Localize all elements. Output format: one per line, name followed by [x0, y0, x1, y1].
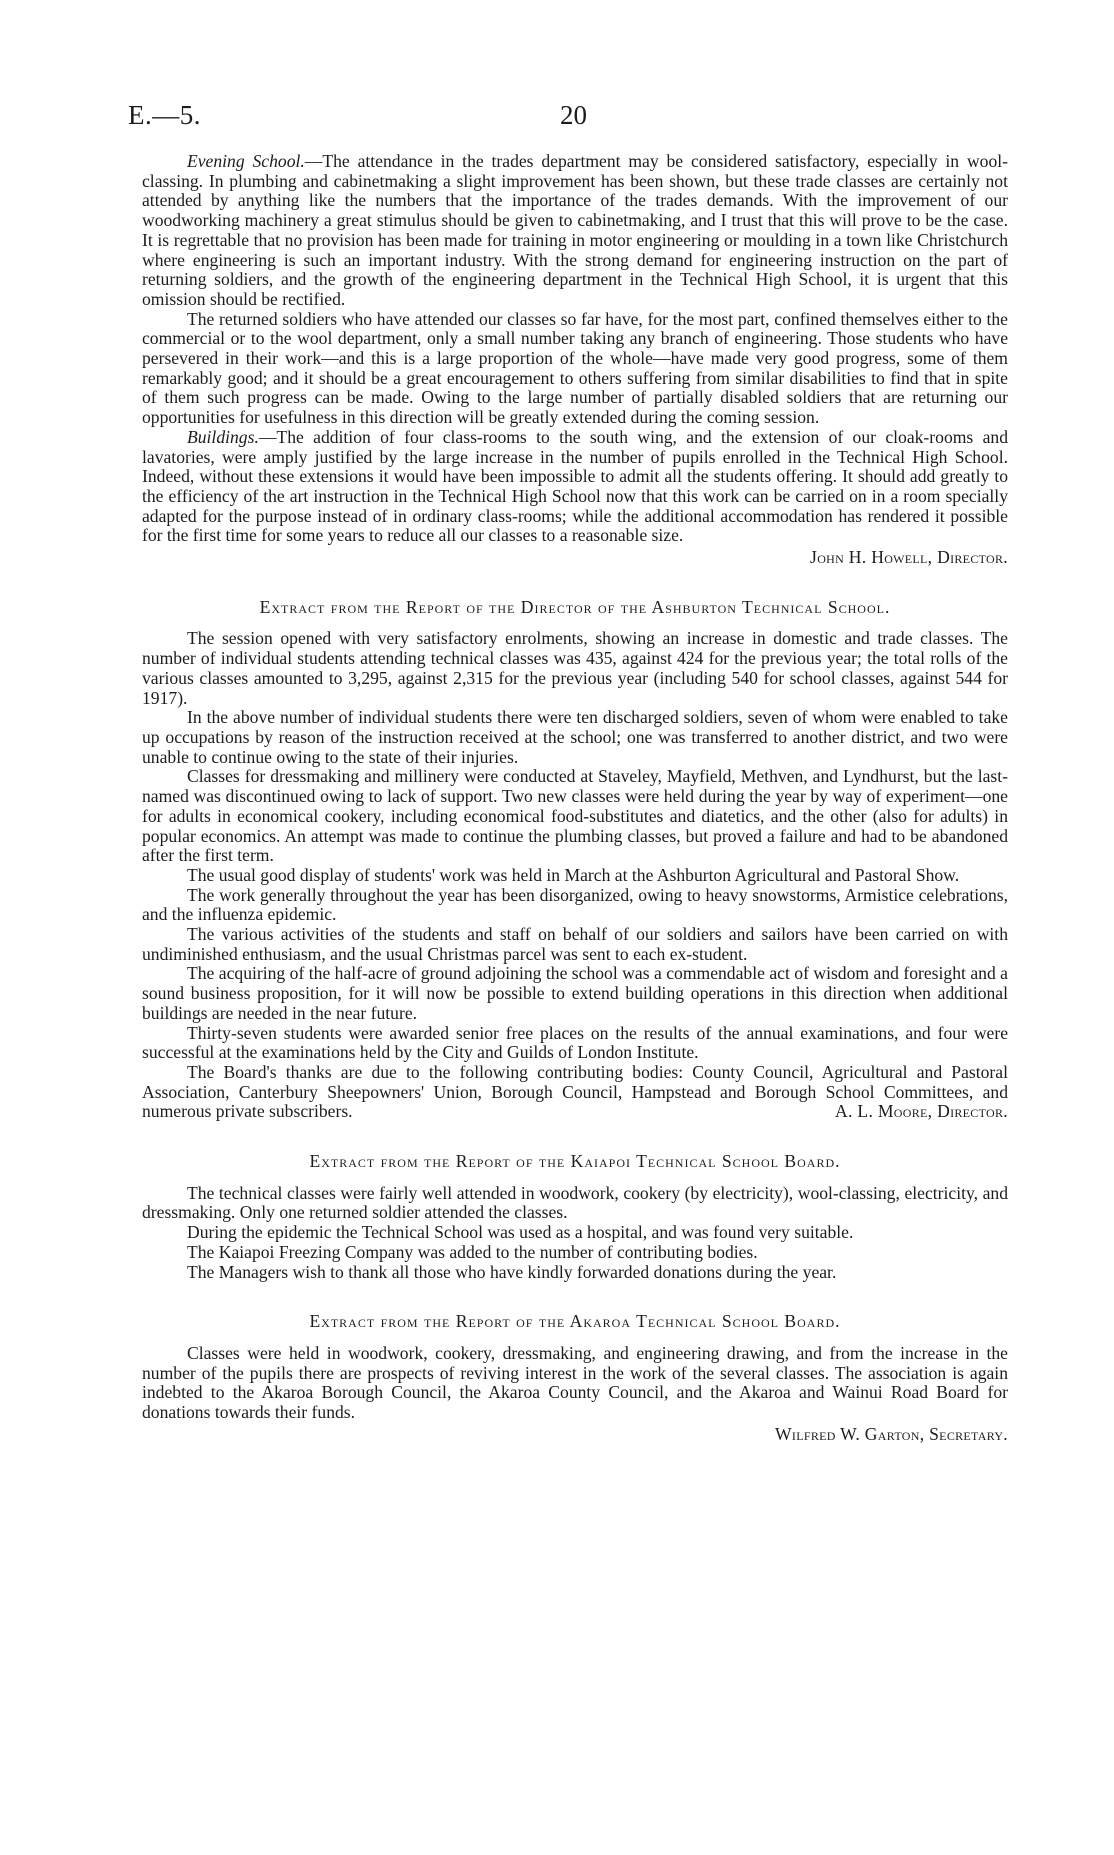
ashburton-paragraph: The work generally throughout the year has been disorganized, owing to heavy snowstorms, Armistice celebrations, and the influenza epidemic.	[142, 884, 1008, 925]
kaiapoi-heading: Extract from the Report of the Kaiapoi Technical School Board.	[309, 1151, 841, 1172]
kaiapoi-paragraph: During the epidemic the Technical School was used as a hospital, and was found very suitable.	[187, 1222, 854, 1243]
buildings-text: —The addition of four class-rooms to the south wing, and the extension of our cloak-rooms and lavatories, were amply justified by the large increase in the number of pupils enrolled in the Technical High School. Indeed, without these extensions it would have been impossible to admit all the students offering. It should add greatly to the efficiency of the art instruction in the Technical High School now that this work can be carried on in a room specially adapted for the purpose instead of in ordinary class-rooms; while the additional accommodation has rendered it possible for the first time for some years to reduce all our classes to a reasonable size.	[142, 426, 1008, 546]
ashburton-paragraph: The usual good display of students' work was held in March at the Ashburton Agricultural and Pastoral Show.	[187, 864, 960, 885]
document-reference: E.—5.	[128, 100, 201, 130]
ashburton-thanks-paragraph	[142, 1063, 1008, 1122]
akaroa-heading: Extract from the Report of the Akaroa Technical School Board.	[309, 1311, 841, 1332]
returned-soldiers-paragraph: The returned soldiers who have attended our classes so far have, for the most part, confined themselves either to the commercial or to the wool department, only a small number taking any branch of engineering. Those students who have persevered in their work—and this is a large proportion of the whole—have made very good progress, some of them remarkably good; and it should be a great encouragement to others suffering from similar disabilities to find that in spite of them such progress can be made. Owing to the large number of partially disabled soldiers that are returning our opportunities for usefulness in this direction will be greatly extended during the coming session.	[142, 308, 1008, 428]
akaroa-paragraph: Classes were held in woodwork, cookery, dressmaking, and engineering drawing, and from the increase in the number of the pupils there are prospects of reviving interest in the work of the several classes. The association is again indebted to the Akaroa Borough Council, the Akaroa County Council, and the Akaroa and Wainui Road Board for donations towards their funds.	[142, 1342, 1008, 1423]
page-number: 20	[560, 100, 587, 130]
page-header	[128, 100, 1028, 134]
moore-signature: A. L. Moore, Director.	[835, 1101, 1008, 1122]
ashburton-thanks-text: The Board's thanks are due to the following contributing bodies: County Council, Agricultural and Pastoral Association, Canterbury Sheepowners' Union, Borough Council, Hampstead and Borough School Committees, and numerous private subscribers.	[142, 1061, 1008, 1122]
evening-school-text: —The attendance in the trades department may be considered satisfactory, especially in wool-classing. In plumbing and cabinetmaking a slight improvement has been shown, but these trade classes are certainly not attended by anything like the numbers that the importance of the trades demands. With the improvement of our woodworking machinery a great stimulus should be given to cabinetmaking, and I trust that this will prove to be the case. It is regrettable that no provision has been made for training in motor engineering or moulding in a town like Christchurch where engineering is such an important industry. With the strong demand for engineering instruction on the part of returning soldiers, and the growth of the engineering department in the Technical High School, it is urgent that this omission should be rectified.	[142, 151, 1008, 309]
ashburton-heading: Extract from the Report of the Director of the Ashburton Technical School.	[259, 596, 891, 617]
kaiapoi-paragraph: The Managers wish to thank all those who have kindly forwarded donations during the year.	[187, 1261, 837, 1282]
kaiapoi-paragraph: The Kaiapoi Freezing Company was added to the number of contributing bodies.	[187, 1241, 758, 1262]
buildings-lead: Buildings.	[187, 426, 259, 447]
ashburton-paragraph: In the above number of individual students there were ten discharged soldiers, seven of whom were enabled to take up occupations by reason of the instruction received at the school; one was transferred to another district, and two were unable to continue owing to the state of their injuries.	[142, 707, 1008, 767]
howell-signature: John H. Howell, Director.	[810, 547, 1008, 568]
ashburton-paragraph: The various activities of the students and staff on behalf of our soldiers and sailors have been carried on with undiminished enthusiasm, and the usual Christmas parcel was sent to each ex-student.	[142, 924, 1008, 964]
page-body	[142, 152, 1008, 1444]
ashburton-paragraph: Classes for dressmaking and millinery were conducted at Staveley, Mayfield, Methven, and Lyndhurst, but the last-named was discontinued owing to lack of support. Two new classes were held during the year by way of experiment—one for adults in economical cookery, including economical food-substitutes and diatetics, and the other (also for adults) in popular economics. An attempt was made to continue the plumbing classes, but proved a failure and had to be abandoned after the first term.	[142, 766, 1008, 866]
ashburton-paragraph: The session opened with very satisfactory enrolments, showing an increase in domestic and trade classes. The number of individual students attending technical classes was 435, against 424 for the previous year; the total rolls of the various classes amounted to 3,295, against 2,315 for the previous year (including 540 for school classes, against 544 for 1917).	[142, 628, 1008, 708]
kaiapoi-paragraph: The technical classes were fairly well attended in woodwork, cookery (by electricity), wool-classing, electricity, and dressmaking. Only one returned soldier attended the classes.	[142, 1182, 1008, 1223]
ashburton-paragraph: The acquiring of the half-acre of ground adjoining the school was a commendable act of wisdom and foresight and a sound business proposition, for it will now be possible to extend building operations in this direction when additional buildings are needed in the near future.	[142, 963, 1008, 1023]
evening-school-paragraph	[142, 152, 1008, 310]
buildings-paragraph	[142, 428, 1008, 546]
garton-signature: Wilfred W. Garton, Secretary.	[775, 1423, 1008, 1444]
evening-school-lead: Evening School.	[187, 151, 305, 171]
ashburton-paragraph: Thirty-seven students were awarded senior free places on the results of the annual examinations, and four were successful at the examinations held by the City and Guilds of London Institute.	[142, 1022, 1008, 1063]
